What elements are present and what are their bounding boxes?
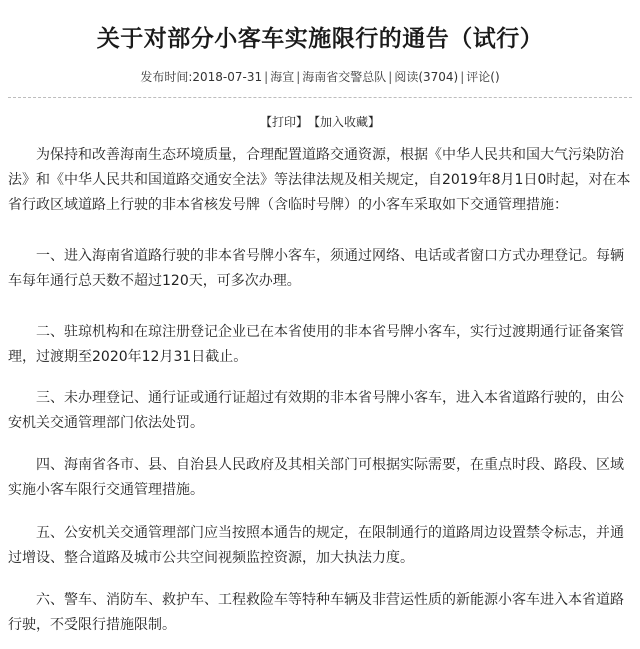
measure-item-5 <box>8 521 632 571</box>
meta-separator: | <box>460 70 465 84</box>
paragraph-line: 过增设、整合道路及城市公共空间视频监控资源，加大执法力度。 <box>8 550 414 566</box>
paragraph-line: 理，过渡期至2020年12月31日截止。 <box>8 349 248 365</box>
paragraph-line: 安机关交通管理部门依法处罚。 <box>8 415 204 431</box>
article-meta <box>0 68 640 85</box>
add-favorite-link[interactable]: 【加入收藏】 <box>314 115 381 129</box>
paragraph-line: 四、海南省各市、县、自治县人民政府及其相关部门可根据实际需要，在重点时段、路段、区域 <box>36 457 624 473</box>
source-name[interactable]: 海南省交警总队 <box>302 70 387 84</box>
paragraph-line: 为保持和改善海南生态环境质量，合理配置道路交通资源，根据《中华人民共和国大气污染防治 <box>36 147 624 163</box>
column-name[interactable]: 海宣 <box>270 70 295 84</box>
paragraph-line: 五、公安机关交通管理部门应当按照本通告的规定，在限制通行的道路周边设置禁令标志，并通 <box>36 525 624 541</box>
article-title: 关于对部分小客车实施限行的通告（试行） <box>96 26 544 52</box>
paragraph-line: 三、未办理登记、通行证或通行证超过有效期的非本省号牌小客车，进入本省道路行驶的，由公 <box>36 390 624 406</box>
paragraph-line: 实施小客车限行交通管理措施。 <box>8 482 204 498</box>
intro-paragraph <box>8 143 632 218</box>
meta-separator: | <box>296 70 301 84</box>
meta-separator: | <box>264 70 269 84</box>
measure-item-4 <box>8 453 632 503</box>
measure-item-6 <box>8 588 632 638</box>
measure-item-1 <box>8 244 632 294</box>
paragraph-line: 省行政区域道路上行驶的非本省核发号牌（含临时号牌）的小客车采取如下交通管理措施： <box>8 197 568 213</box>
measure-item-3 <box>8 386 632 436</box>
meta-separator: | <box>388 70 393 84</box>
article-actions <box>0 113 640 130</box>
publish-time: 发布时间:2018-07-31 <box>140 70 263 84</box>
paragraph-line: 行驶，不受限行措施限制。 <box>8 617 176 633</box>
paragraph-line: 法》和《中华人民共和国道路交通安全法》等法律法规及相关规定，自2019年8月1日0时起，对在本 <box>8 172 631 188</box>
header-divider <box>8 97 632 98</box>
paragraph-line: 二、驻琼机构和在琼注册登记企业已在本省使用的非本省号牌小客车，实行过渡期通行证备案管 <box>36 324 624 340</box>
comments-link[interactable]: 评论() <box>466 70 500 84</box>
print-link[interactable]: 【打印】 <box>259 115 308 129</box>
paragraph-line: 车每年通行总天数不超过120天，可多次办理。 <box>8 273 301 289</box>
paragraph-line: 一、进入海南省道路行驶的非本省号牌小客车，须通过网络、电话或者窗口方式办理登记。每辆 <box>36 248 624 264</box>
paragraph-line: 六、警车、消防车、救护车、工程救险车等特种车辆及非营运性质的新能源小客车进入本省道路 <box>36 592 624 608</box>
read-count: 阅读(3704) <box>394 70 459 84</box>
measure-item-2 <box>8 320 632 370</box>
